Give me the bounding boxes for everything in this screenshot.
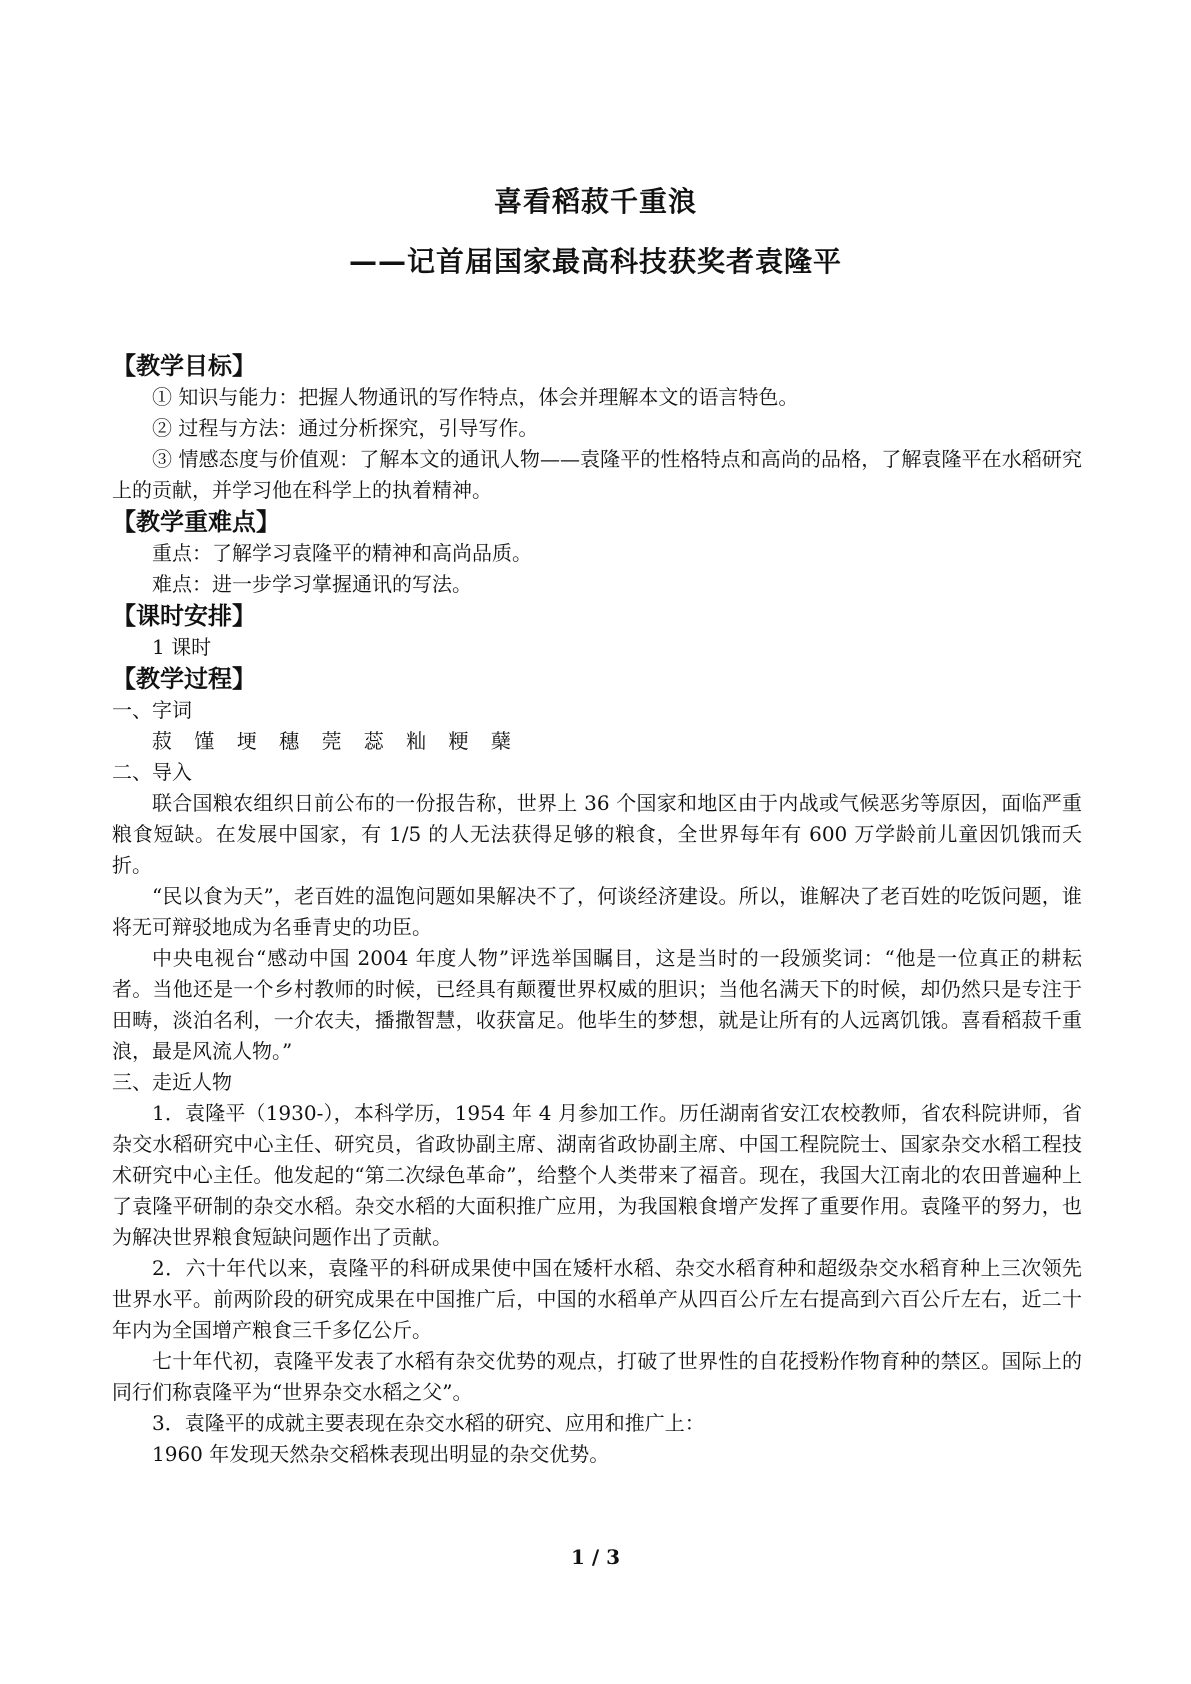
paragraph: 1960 年发现天然杂交稻株表现出明显的杂交优势。 (152, 1442, 610, 1466)
keypoint-item: 难点：进一步学习掌握通讯的写法。 (152, 572, 472, 596)
paragraph: 七十年代初，袁隆平发表了水稻有杂交优势的观点，打破了世界性的自花授粉作物育种的禁区。国际上的同行们称袁隆平为“世界杂交水稻之父”。 (112, 1349, 1082, 1404)
page-subtitle: ——记首届国家最高科技获奖者袁隆平 (348, 245, 842, 278)
section-heading-goals: 【教学目标】 (112, 352, 256, 380)
vocab-char: 埂 (236, 729, 257, 753)
page-title: 喜看稻菽千重浪 (493, 185, 697, 218)
vocab-char: 穗 (279, 729, 300, 753)
section-heading-keypoints: 【教学重难点】 (112, 508, 280, 536)
vocab-char: 籼 (406, 729, 427, 753)
subsection-label-words: 一、字词 (112, 698, 192, 722)
vocab-char: 菽 (152, 729, 172, 753)
paragraph: 2．六十年代以来，袁隆平的科研成果使中国在矮杆水稻、杂交水稻育种和超级杂交水稻育种上三次领先世界水平。前两阶段的研究成果在中国推广后，中国的水稻单产从四百公斤左右提高到六百公斤左右，近二十年内为全国增产粮食三千多亿公斤。 (112, 1256, 1082, 1342)
paragraph: 中央电视台“感动中国 2004 年度人物”评选举国瞩目，这是当时的一段颁奖词：“他是一位真正的耕耘者。当他还是一个乡村教师的时候，已经具有颠覆世界权威的胆识；当他名满天下的时候，却仍然只是专注于田畴，淡泊名利，一介农夫，播撒智慧，收获富足。他毕生的梦想，就是让所有的人远离饥饿。喜看稻菽千重浪，最是风流人物。” (112, 946, 1082, 1063)
document-body (112, 350, 1082, 1470)
goal-item: ① 知识与能力：把握人物通讯的写作特点，体会并理解本文的语言特色。 (152, 385, 799, 409)
goal-item: ② 过程与方法：通过分析探究，引导写作。 (152, 416, 539, 440)
paragraph: 3．袁隆平的成就主要表现在杂交水稻的研究、应用和推广上： (152, 1411, 705, 1435)
paragraph: 联合国粮农组织日前公布的一份报告称，世界上 36 个国家和地区由于内战或气候恶劣等原因，面临严重粮食短缺。在发展中国家，有 1/5 的人无法获得足够的粮食，全世界每年有 600 万学龄前儿童因饥饿而夭折。 (112, 791, 1082, 877)
subsection-label-person: 三、走近人物 (112, 1070, 232, 1094)
section-heading-schedule: 【课时安排】 (112, 602, 256, 630)
schedule-text: 1 课时 (152, 635, 212, 659)
vocab-chars (112, 726, 1082, 757)
section-heading-process: 【教学过程】 (112, 665, 256, 693)
paragraph: 1．袁隆平（1930-），本科学历，1954 年 4 月参加工作。历任湖南省安江农校教师，省农科院讲师，省杂交水稻研究中心主任、研究员，省政协副主席、湖南省政协副主席、中国工程院院士、国家杂交水稻工程技术研究中心主任。他发起的“第二次绿色革命”，给整个人类带来了福音。现在，我国大江南北的农田普遍种上了袁隆平研制的杂交水稻。杂交水稻的大面积推广应用，为我国粮食增产发挥了重要作用。袁隆平的努力，也为解决世界粮食短缺问题作出了贡献。 (112, 1101, 1082, 1249)
vocab-char: 蕊 (363, 729, 384, 753)
vocab-char: 馑 (194, 729, 215, 753)
goal-item: ③ 情感态度与价值观：了解本文的通讯人物——袁隆平的性格特点和高尚的品格，了解袁隆平在水稻研究上的贡献，并学习他在科学上的执着精神。 (112, 447, 1082, 502)
paragraph: “民以食为天”，老百姓的温饱问题如果解决不了，何谈经济建设。所以，谁解决了老百姓的吃饭问题，谁将无可辩驳地成为名垂青史的功臣。 (112, 884, 1082, 939)
vocab-char: 蘖 (490, 729, 511, 753)
keypoint-item: 重点：了解学习袁隆平的精神和高尚品质。 (152, 541, 532, 565)
page-number: 1 / 3 (570, 1545, 621, 1569)
vocab-char: 粳 (448, 729, 469, 753)
subsection-label-intro: 二、导入 (112, 760, 192, 784)
vocab-char: 莞 (321, 729, 342, 753)
